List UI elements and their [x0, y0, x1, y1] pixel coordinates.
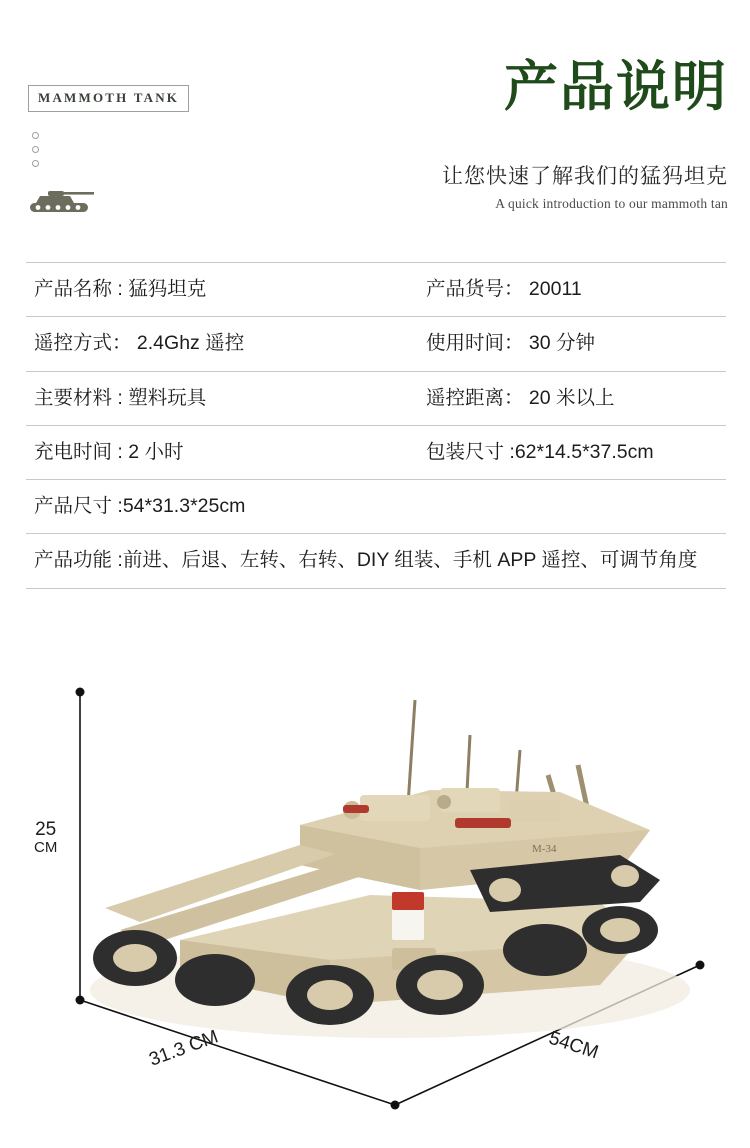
dot-3 — [32, 160, 39, 167]
spec-use-time: 使用时间： 30 分钟 — [426, 332, 596, 355]
dimension-height-value: 25 — [35, 819, 57, 840]
table-row — [26, 316, 726, 370]
dimension-depth: 31.3 CM — [146, 1026, 222, 1071]
dimension-width: 54CM — [546, 1027, 601, 1064]
table-row — [26, 425, 726, 479]
dot-1 — [32, 132, 39, 139]
table-row — [26, 262, 726, 316]
brand-badge — [28, 85, 189, 112]
dimension-diagram — [0, 640, 750, 1148]
dimension-height — [34, 820, 57, 856]
spec-material: 主要材料 : 塑料玩具 — [34, 386, 207, 409]
spec-functions — [26, 534, 726, 587]
spec-table — [26, 262, 726, 589]
page-subtitle-zh: 让您快速了解我们的猛犸坦克 — [442, 165, 728, 188]
decorative-dots — [32, 132, 39, 174]
body-decal-text: M-34 — [532, 843, 557, 855]
brand-label: MAMMOTH TANK — [38, 90, 180, 105]
table-row — [26, 479, 726, 533]
page-header — [0, 0, 750, 250]
table-row — [26, 371, 726, 425]
product-photo — [0, 640, 750, 1148]
page-subtitle-en: A quick introduction to our mammoth tan — [495, 196, 728, 211]
spec-product-name: 产品名称 : 猛犸坦克 — [34, 278, 207, 300]
spec-charge-time: 充电时间 : 2 小时 — [34, 440, 184, 463]
spec-control-mode: 遥控方式： 2.4Ghz 遥控 — [34, 332, 245, 355]
spec-product-code: 产品货号： 20011 — [426, 278, 582, 300]
page-title: 产品说明 — [504, 57, 728, 117]
spec-functions-value: 前进、后退、左转、右转、DIY 组装、手机 APP 遥控、可调节角度 — [122, 549, 698, 572]
dimension-height-unit: CM — [34, 838, 58, 856]
table-row — [26, 533, 726, 588]
dot-2 — [32, 146, 39, 153]
spec-control-range: 遥控距离： 20 米以上 — [426, 386, 615, 409]
spec-package-size: 包装尺寸 :62*14.5*37.5cm — [426, 440, 654, 463]
spec-product-size: 产品尺寸 :54*31.3*25cm — [34, 495, 246, 517]
tank-icon — [26, 188, 98, 216]
spec-functions-label: 产品功能 : — [34, 549, 123, 572]
